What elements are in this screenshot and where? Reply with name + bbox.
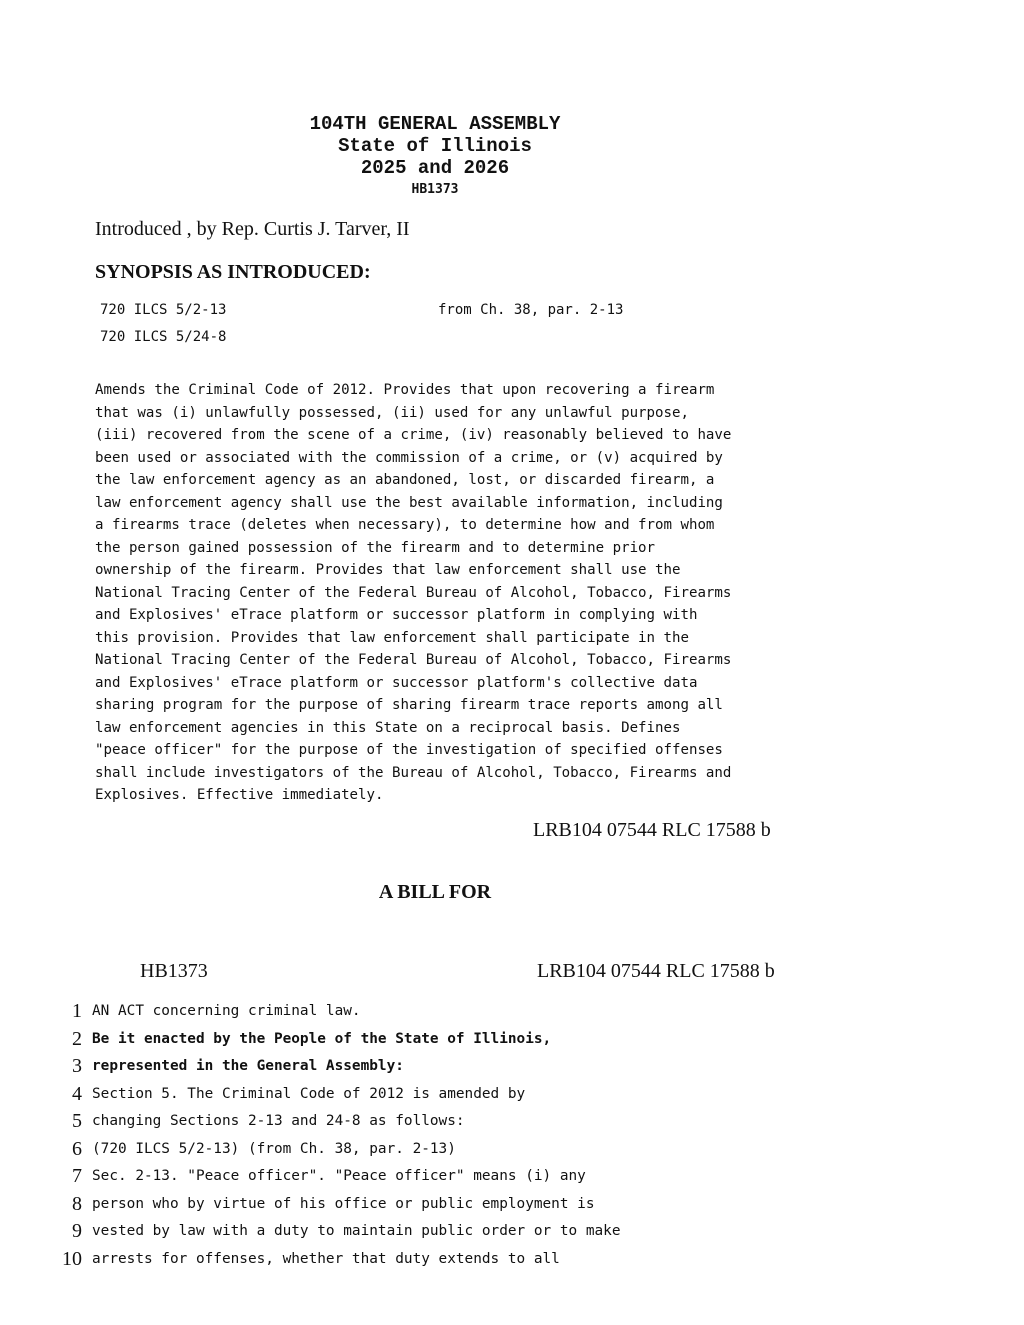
synopsis-line: the law enforcement agency as an abandoned, lost, or discarded firearm, a bbox=[95, 472, 715, 488]
line-text: represented in the General Assembly: bbox=[92, 1058, 404, 1074]
synopsis-line: law enforcement agency shall use the best available information, including bbox=[95, 494, 723, 511]
synopsis-line: and Explosives' eTrace platform or successor platform in complying with bbox=[95, 607, 698, 623]
line-text: Be it enacted by the People of the State of Illinois, bbox=[92, 1030, 552, 1047]
synopsis-line: the person gained possession of the firearm and to determine prior bbox=[95, 539, 656, 556]
bill-line bbox=[0, 1246, 900, 1274]
bill-line bbox=[0, 1108, 900, 1136]
line-text: AN ACT concerning criminal law. bbox=[92, 1003, 361, 1019]
line-number: 9 bbox=[72, 1220, 82, 1242]
bill-line bbox=[0, 1081, 900, 1109]
line-number: 4 bbox=[72, 1082, 82, 1105]
session-years: 2025 and 2026 bbox=[360, 157, 510, 179]
line-number: 2 bbox=[72, 1027, 82, 1050]
bill-title: A BILL FOR bbox=[378, 881, 492, 903]
page-header-bill-number: HB1373 bbox=[140, 960, 208, 982]
page-header-lrb: LRB104 07544 RLC 17588 b bbox=[537, 960, 775, 982]
citation-statute-2: 720 ILCS 5/24-8 bbox=[100, 329, 227, 345]
synopsis-line: National Tracing Center of the Federal Bureau of Alcohol, Tobacco, Firearms bbox=[95, 584, 732, 601]
synopsis-line: "peace officer" for the purpose of the investigation of specified offenses bbox=[95, 742, 723, 758]
line-number: 5 bbox=[72, 1110, 82, 1132]
line-text: Section 5. The Criminal Code of 2012 is amended by bbox=[92, 1085, 526, 1102]
synopsis-line: National Tracing Center of the Federal Bureau of Alcohol, Tobacco, Firearms bbox=[95, 652, 732, 668]
assembly-title: 104TH GENERAL ASSEMBLY bbox=[309, 113, 561, 135]
line-number: 6 bbox=[72, 1137, 82, 1160]
synopsis-line: a firearms trace (deletes when necessary), to determine how and from whom bbox=[95, 517, 715, 533]
line-number: 8 bbox=[72, 1192, 82, 1215]
synopsis-line: (iii) recovered from the scene of a crime, (iv) reasonably believed to have bbox=[95, 427, 732, 443]
line-text: Sec. 2-13. "Peace officer". "Peace officer" means (i) any bbox=[92, 1168, 586, 1184]
bill-line bbox=[0, 1026, 900, 1054]
line-number: 3 bbox=[72, 1055, 82, 1077]
synopsis-line: Amends the Criminal Code of 2012. Provides that upon recovering a firearm bbox=[95, 382, 715, 398]
synopsis-heading: SYNOPSIS AS INTRODUCED: bbox=[95, 261, 371, 283]
lrb-number: LRB104 07544 RLC 17588 b bbox=[533, 819, 771, 841]
line-text: vested by law with a duty to maintain public order or to make bbox=[92, 1223, 621, 1239]
bill-line bbox=[0, 1191, 900, 1219]
synopsis-text bbox=[95, 379, 795, 807]
bill-line bbox=[0, 998, 900, 1026]
line-text: changing Sections 2-13 and 24-8 as follows: bbox=[92, 1113, 465, 1129]
synopsis-line: and Explosives' eTrace platform or successor platform's collective data bbox=[95, 674, 698, 691]
synopsis-line: this provision. Provides that law enforcement shall participate in the bbox=[95, 629, 689, 646]
synopsis-line: Explosives. Effective immediately. bbox=[95, 787, 384, 803]
synopsis-line: shall include investigators of the Bureau of Alcohol, Tobacco, Firearms and bbox=[95, 764, 732, 781]
citation-statute-1: 720 ILCS 5/2-13 bbox=[100, 302, 227, 318]
introduced-by: Introduced , by Rep. Curtis J. Tarver, II bbox=[95, 218, 410, 240]
synopsis-line: sharing program for the purpose of sharing firearm trace reports among all bbox=[95, 697, 723, 713]
bill-line bbox=[0, 1163, 900, 1191]
state-title: State of Illinois bbox=[338, 135, 532, 157]
line-text: person who by virtue of his office or public employment is bbox=[92, 1195, 595, 1212]
synopsis-line: ownership of the firearm. Provides that law enforcement shall use the bbox=[95, 562, 681, 578]
bill-line bbox=[0, 1053, 900, 1081]
synopsis-line: been used or associated with the commission of a crime, or (v) acquired by bbox=[95, 449, 723, 466]
bill-number: HB1373 bbox=[411, 182, 459, 197]
line-text: (720 ILCS 5/2-13) (from Ch. 38, par. 2-13) bbox=[92, 1140, 456, 1157]
synopsis-line: that was (i) unlawfully possessed, (ii) used for any unlawful purpose, bbox=[95, 404, 689, 421]
line-number: 10 bbox=[62, 1247, 82, 1270]
bill-line bbox=[0, 1136, 900, 1164]
bill-line bbox=[0, 1218, 900, 1246]
line-text: arrests for offenses, whether that duty extends to all bbox=[92, 1250, 560, 1267]
line-number: 1 bbox=[72, 1000, 82, 1022]
citation-from-1: from Ch. 38, par. 2-13 bbox=[438, 302, 624, 318]
line-number: 7 bbox=[72, 1165, 82, 1187]
synopsis-line: law enforcement agencies in this State on a reciprocal basis. Defines bbox=[95, 719, 681, 736]
